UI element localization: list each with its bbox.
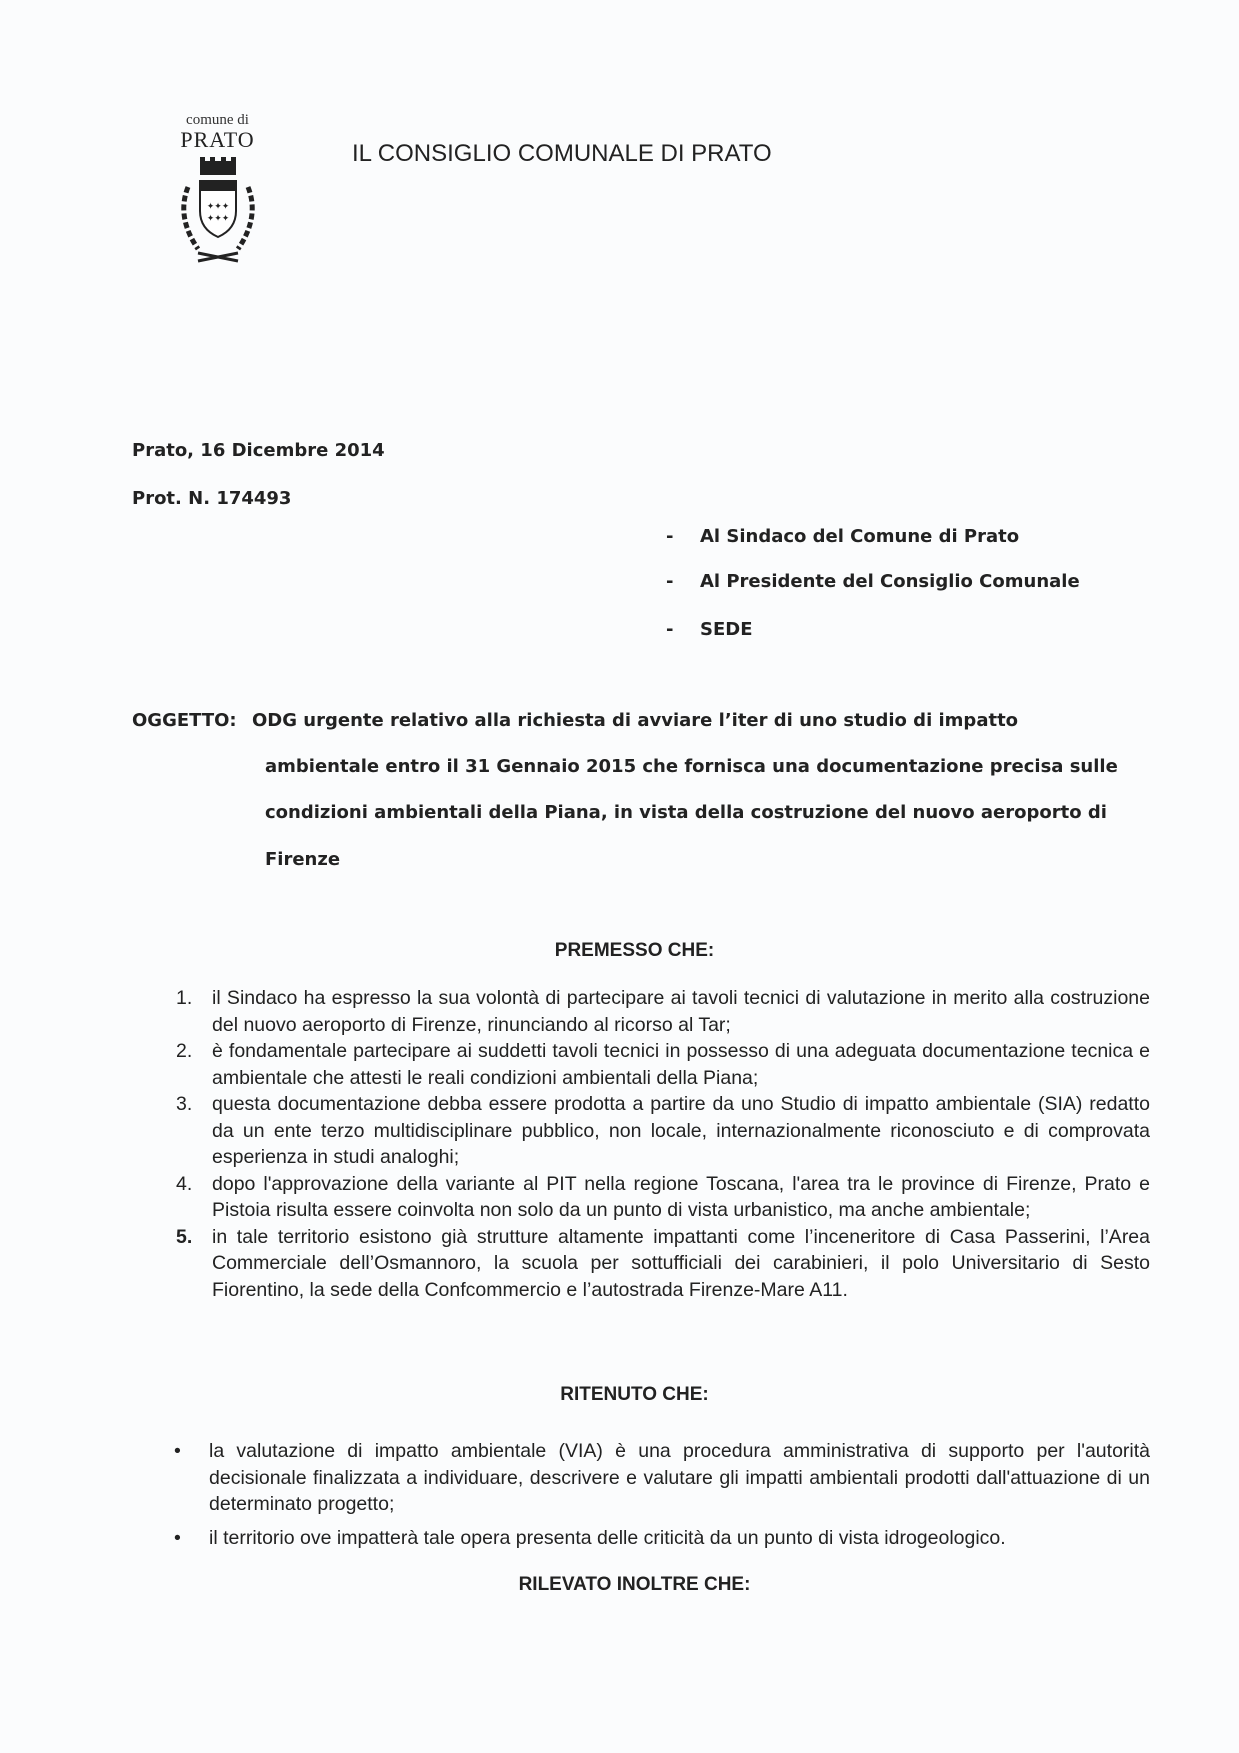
subject-label: OGGETTO: (132, 710, 237, 731)
section-heading-ritenuto: RITENUTO CHE: (560, 1384, 709, 1405)
document-date: Prato, 16 Dicembre 2014 (132, 440, 385, 461)
recipient (666, 571, 1080, 592)
list-item (172, 1171, 1150, 1224)
list-item (172, 1091, 1150, 1171)
recipient-text: Al Sindaco del Comune di Prato (700, 526, 1020, 547)
subject-line: Firenze (265, 849, 341, 870)
svg-text:✦✦✦: ✦✦✦ (206, 201, 229, 211)
logo-text-comune: comune di (186, 112, 249, 128)
svg-text:✦✦✦: ✦✦✦ (206, 213, 229, 223)
bullet-item (172, 1525, 1150, 1552)
list-item (172, 1038, 1150, 1091)
page-title: IL CONSIGLIO COMUNALE DI PRATO (352, 140, 772, 167)
section-heading-premesso: PREMESSO CHE: (554, 940, 715, 961)
item-number: 5. (176, 1225, 193, 1248)
item-text: in tale territorio esistono già strutture altamente impattanti come l’inceneritore di Casa Passerini, l’Area Commerciale dell’Osmannoro, la scuola per sottufficiali dei carabinieri, il polo Universitario di Sesto Fiorentino, la sede della Confcommercio e l’autostrada Firenze-Mare A11. (212, 1225, 1150, 1301)
bullet-icon: • (174, 1526, 181, 1549)
list-item (172, 985, 1150, 1038)
subject-line: condizioni ambientali della Piana, in vista della costruzione del nuovo aeroporto di (265, 802, 1107, 823)
section-heading-rilevato: RILEVATO INOLTRE CHE: (518, 1574, 751, 1595)
bullet-item (172, 1438, 1150, 1518)
coat-of-arms-icon (168, 157, 268, 267)
subject-line: ambientale entro il 31 Gennaio 2015 che fornisca una documentazione precisa sulle (265, 756, 1118, 777)
item-text: è fondamentale partecipare ai suddetti tavoli tecnici in possesso di una adeguata documentazione tecnica e ambientale che attesti le reali condizioni ambientali della Piana; (212, 1040, 1150, 1089)
list-item (172, 1224, 1150, 1304)
ritenuto-list (172, 1438, 1150, 1558)
dash: - (666, 526, 674, 547)
recipient (666, 526, 1019, 547)
recipient-text: Al Presidente del Consiglio Comunale (700, 571, 1080, 592)
subject-block (132, 710, 1142, 870)
logo-text-prato: PRATO (180, 127, 255, 152)
item-text: dopo l'approvazione della variante al PIT nella regione Toscana, l'area tra le province di Firenze, Prato e Pistoia risulta essere coinvolta non solo da un punto di vista urbanistico, ma anche ambientale; (212, 1172, 1150, 1221)
item-text: il Sindaco ha espresso la sua volontà di partecipare ai tavoli tecnici di valutazione in merito alla costruzione del nuovo aeroporto di Firenze, rinunciando al ricorso al Tar; (212, 987, 1150, 1036)
dash: - (666, 571, 674, 592)
item-number: 1. (176, 987, 193, 1009)
dash: - (666, 619, 674, 640)
bullet-text: la valutazione di impatto ambientale (VIA) è una procedura amministrativa di supporto per l'autorità decisionale finalizzata a individuare, descrivere e valutare gli impatti ambientali prodotti dall'attuazione di un determinato progetto; (209, 1440, 1150, 1515)
premesso-list (172, 985, 1150, 1303)
item-number: 2. (176, 1040, 193, 1062)
comune-di-prato-logo (160, 112, 275, 272)
bullet-text: il territorio ove impatterà tale opera presenta delle criticità da un punto di vista idrogeologico. (209, 1526, 1006, 1549)
bullet-icon: • (174, 1440, 181, 1462)
item-number: 4. (176, 1172, 193, 1195)
protocol-number: Prot. N. 174493 (132, 488, 292, 509)
item-text: questa documentazione debba essere prodotta a partire da uno Studio di impatto ambientale (SIA) redatto da un ente terzo multidisciplinare pubblico, non locale, internazionalmente riconosciuto e di comprovata esperienza in studi analoghi; (212, 1093, 1150, 1168)
recipient-text: SEDE (700, 619, 753, 640)
item-number: 3. (176, 1093, 193, 1115)
recipient (666, 619, 753, 640)
subject-line: ODG urgente relativo alla richiesta di avviare l’iter di uno studio di impatto (252, 710, 1019, 731)
